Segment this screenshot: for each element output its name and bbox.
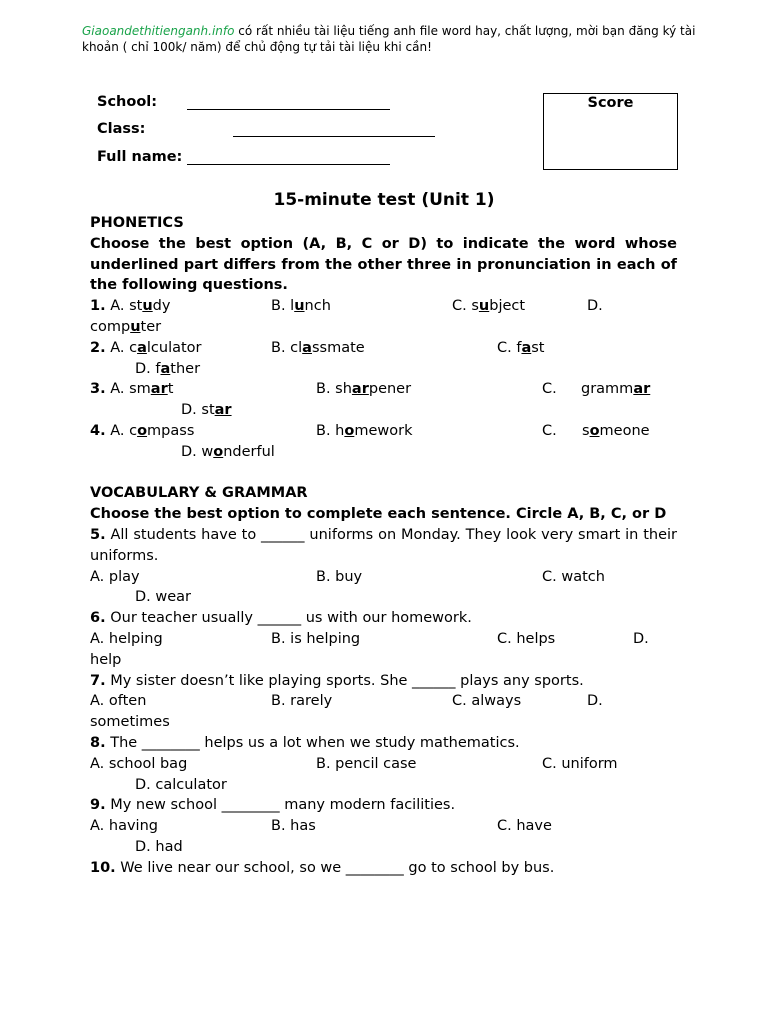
question-number: 9. [90,797,106,814]
option-text: dy [152,298,171,315]
option-text: s [582,422,590,439]
option-c[interactable] [452,296,525,317]
option-text: B. l [271,298,295,315]
option-d-marker[interactable]: D. [633,630,649,647]
underlined-part: u [478,298,490,315]
underlined-part: a [137,339,147,356]
question-text: Our teacher usually ______ us with our homework. [105,610,472,627]
option-text: bject [489,298,526,315]
question-5-options [90,567,677,588]
page-title: 15-minute test (Unit 1) [273,190,495,210]
question-number: 6. [90,610,106,627]
option-c[interactable] [581,379,650,400]
promo-banner [82,23,734,55]
question-6-options [90,629,677,650]
section-spacer [90,463,677,484]
underlined-part: u [130,318,141,335]
vocab-instruction: Choose the best option to complete each sentence. Circle A, B, C, or D [90,506,667,523]
question-8-options-cont [90,775,677,796]
question-text: My sister doesn’t like playing sports. She ______ plays any sports. [105,672,584,689]
underlined-part: ar [633,381,651,398]
option-text: C. f [497,339,522,356]
option-a[interactable]: A. play [90,568,140,585]
option-text: gramm [581,381,634,398]
question-8 [90,733,677,754]
score-label: Score [587,95,634,111]
option-d[interactable]: D. wear [135,589,192,606]
option-c-marker[interactable]: C. [542,422,557,439]
option-c[interactable]: C. have [497,818,552,835]
option-a[interactable]: A. having [90,818,158,835]
option-text: D. w [181,443,214,460]
question-7-options [90,691,677,712]
question-1 [90,296,677,317]
option-a[interactable] [110,381,173,397]
option-d[interactable] [181,400,232,421]
question-4 [90,421,677,442]
option-text: D. f [135,360,161,377]
question-5 [90,525,677,567]
option-text: A. c [110,339,138,356]
school-label: School: [97,94,158,110]
option-a[interactable] [110,298,170,314]
phonetics-heading: PHONETICS [90,215,184,231]
option-d-marker[interactable]: D. [587,298,603,315]
underlined-part: a [302,339,312,356]
option-d[interactable]: D. calculator [135,776,227,793]
option-c[interactable]: C. uniform [542,755,618,772]
option-text: nderful [223,443,275,460]
option-text: mework [354,422,413,439]
option-c-marker[interactable]: C. [542,381,557,398]
question-10 [90,858,677,879]
option-b[interactable] [271,338,365,359]
question-5-options-cont [90,587,677,608]
option-text: A. sm [110,381,151,398]
underlined-part: a [160,360,171,377]
option-c[interactable] [582,421,650,442]
option-b[interactable] [316,421,412,442]
option-d[interactable] [90,317,677,338]
option-d[interactable]: sometimes [90,714,170,731]
question-2-cont [90,359,677,380]
option-d-marker[interactable]: D. [587,693,603,710]
underlined-part: u [294,298,305,315]
question-8-options [90,754,677,775]
option-a[interactable] [110,423,194,439]
option-text: mpass [147,422,195,439]
option-text: D. st [181,402,215,419]
option-text: C. s [452,298,479,315]
option-text: lculator [146,339,202,356]
underlined-part: o [137,422,148,439]
option-d[interactable]: help [90,651,122,668]
option-text: st [531,339,545,356]
option-text: ther [170,360,201,377]
option-text: comp [90,318,131,335]
option-b[interactable] [316,379,411,400]
question-text: The ________ helps us a lot when we study mathematics. [105,734,520,751]
option-d[interactable] [135,359,200,380]
option-b[interactable]: B. rarely [271,693,333,710]
option-text: B. sh [316,381,352,398]
option-text: B. cl [271,339,303,356]
question-text: We live near our school, so we ________ go to school by bus. [115,859,555,876]
option-d[interactable]: D. had [135,838,183,855]
option-c[interactable]: C. watch [542,568,605,585]
question-number: 4. [90,422,106,439]
option-b[interactable]: B. has [271,818,316,835]
class-label: Class: [97,121,146,137]
question-number: 10. [90,859,116,876]
question-4-cont [90,442,677,463]
underlined-part: o [589,422,600,439]
option-text: pener [368,381,412,398]
vocab-heading: VOCABULARY & GRAMMAR [90,485,308,502]
underlined-part: u [142,298,153,315]
option-text: meone [599,422,650,439]
question-number: 7. [90,672,106,689]
question-7 [90,671,677,692]
option-text: ssmate [311,339,365,356]
option-d[interactable] [181,442,275,463]
option-text: nch [304,298,331,315]
question-number: 3. [90,381,106,398]
site-link[interactable]: Giaoandethitienganh.info [82,24,235,38]
test-content [90,213,677,879]
option-a[interactable]: A. school bag [90,755,188,772]
question-number: 5. [90,526,106,543]
question-3 [90,379,677,400]
option-text: ter [140,318,162,335]
class-blank[interactable] [233,136,435,137]
fullname-label: Full name: [97,149,183,165]
phonetics-instruction: Choose the best option (A, B, C or D) to indicate the word whose underlined part differs from the other three in pronunciation in each of the following questions. [90,235,677,294]
underlined-part: ar [150,381,168,398]
question-3-cont [90,400,677,421]
option-text: t [167,381,174,398]
question-6 [90,608,677,629]
question-text: All students have to ______ uniforms on Monday. They look very smart in their uniforms. [90,526,677,564]
option-a[interactable]: A. helping [90,630,163,647]
school-blank[interactable] [187,109,390,110]
question-9-options-cont [90,837,677,858]
option-text: A. c [110,422,138,439]
option-c[interactable]: C. helps [497,630,556,647]
option-b[interactable] [271,296,331,317]
question-number: 2. [90,339,106,356]
underlined-part: a [521,339,532,356]
underlined-part: ar [214,402,232,419]
question-text: My new school ________ many modern facilities. [105,797,456,814]
option-a[interactable]: A. often [90,693,147,710]
option-b[interactable]: B. is helping [271,630,361,647]
option-b[interactable]: B. pencil case [316,755,417,772]
question-number: 1. [90,298,106,315]
option-c[interactable] [497,338,545,359]
underlined-part: o [213,443,224,460]
score-box [543,93,678,170]
question-9-options [90,816,677,837]
question-number: 8. [90,734,106,751]
banner-text: có rất nhiều tài liệu tiếng anh file word hay, chất lượng, mời bạn đăng ký tài khoản ( chỉ 100k/ năm) để chủ động tự tải tài liệu khi cần! [82,24,696,54]
option-text: B. h [316,422,345,439]
underlined-part: ar [351,381,369,398]
fullname-blank[interactable] [187,164,390,165]
option-a[interactable] [110,340,201,356]
question-9 [90,795,677,816]
question-2 [90,338,677,359]
option-b[interactable]: B. buy [316,568,363,585]
option-c[interactable]: C. always [452,693,522,710]
option-text: A. st [110,298,143,315]
underlined-part: o [344,422,355,439]
